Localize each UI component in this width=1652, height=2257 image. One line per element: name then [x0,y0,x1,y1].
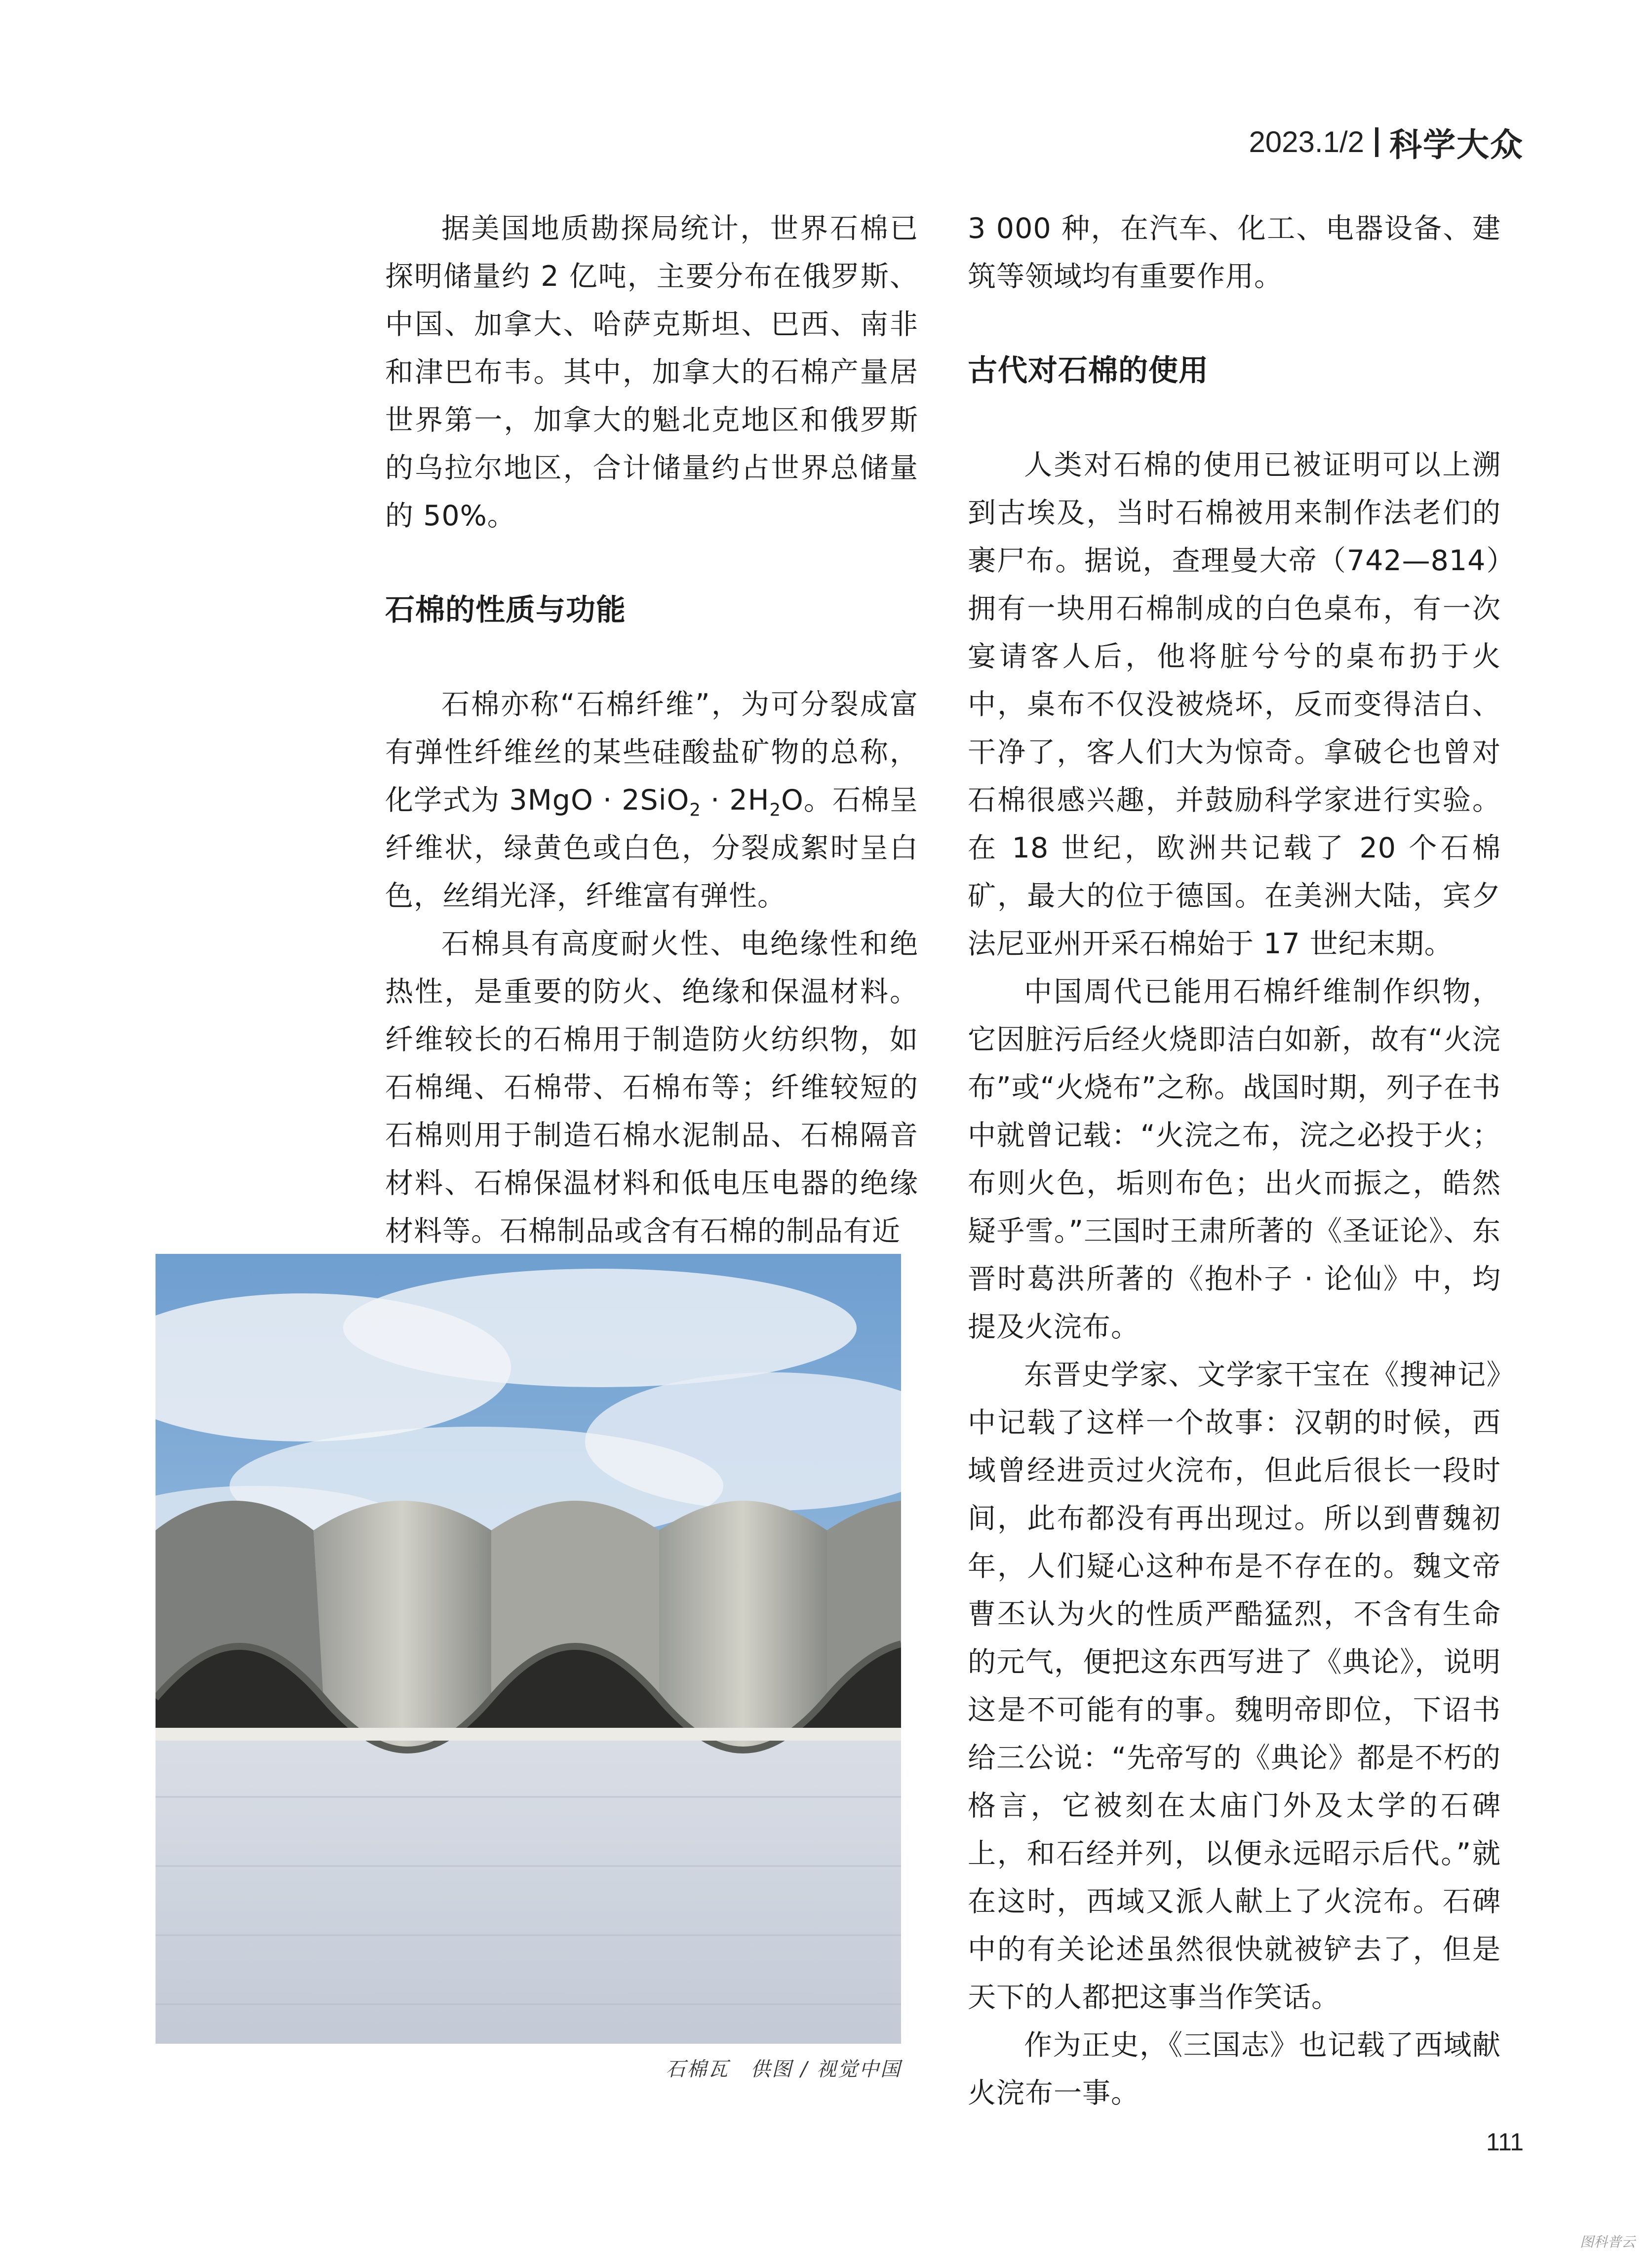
page-number: 111 [1486,2128,1524,2156]
issue-date: 2023.1/2 [1249,125,1364,158]
page-header [1249,118,1524,165]
paragraph-sanguozhi: 作为正史，《三国志》也记载了西域献火浣布一事。 [968,2029,1501,2109]
magazine-logo: 科学大众 [1389,125,1524,164]
photo-caption: 石棉瓦 供图 / 视觉中国 [666,2058,902,2081]
paragraph-definition: 石棉亦称“石棉纤维”，为可分裂成富有弹性纤维丝的某些硅酸盐矿物的总称，化学式为 $3MgO \cdot 2SiO_2 \cdot 2H_2O$。石棉呈纤维状，绿黄色或白色，分裂成絮时呈白色，丝绢光泽，纤维富有弹性。 [385,688,919,912]
paragraph-reserves: 据美国地质勘探局统计，世界石棉已探明储量约 2 亿吨，主要分布在俄罗斯、中国、加拿大、哈萨克斯坦、巴西、南非和津巴布韦。其中，加拿大的石棉产量居世界第一，加拿大的魁北克地区和俄罗斯的乌拉尔地区，合计储量约占世界总储量的 50%。 [385,212,918,532]
left-column [385,205,918,1255]
watermark: 图科普云 [1580,2234,1636,2250]
header-divider [1375,127,1378,157]
paragraph-continued: 3 000 种，在汽车、化工、电器设备、建筑等领域均有重要作用。 [968,212,1501,293]
right-column [968,205,1501,2117]
asbestos-roof-photo [156,1254,901,2044]
paragraph-zhou: 中国周代已能用石棉纤维制作织物，它因脏污后经火烧即洁白如新，故有“火浣布”或“火烧布”之称。战国时期，列子在书中就曾记载：“火浣之布，浣之必投于火；布则火色，垢则布色；出火而振之，皓然疑乎雪。”三国时王肃所著的《圣证论》、东晋时葛洪所著的《抱朴子 · 论仙》中，均提及火浣布。 [968,975,1501,1343]
paragraph-egypt: 人类对石棉的使用已被证明可以上溯到古埃及，当时石棉被用来制作法老们的裹尸布。据说，查理曼大帝（742—814）拥有一块用石棉制成的白色桌布，有一次宴请客人后，他将脏兮兮的桌布扔于火中，桌布不仅没被烧坏，反而变得洁白、干净了，客人们大为惊奇。拿破仑也曾对石棉很感兴趣，并鼓励科学家进行实验。在 18 世纪，欧洲共记载了 20 个石棉矿，最大的位于德国。在美洲大陆，宾夕法尼亚州开采石棉始于 17 世纪末期。 [968,449,1501,960]
paragraph-uses: 石棉具有高度耐火性、电绝缘性和绝热性，是重要的防火、绝缘和保温材料。纤维较长的石棉用于制造防火纺织物，如石棉绳、石棉带、石棉布等；纤维较短的石棉则用于制造石棉水泥制品、石棉隔音材料、石棉保温材料和低电压电器的绝缘材料等。石棉制品或含有石棉的制品有近 [385,928,918,1247]
section-heading-properties: 石棉的性质与功能 [385,593,626,627]
paragraph-soushenji: 东晋史学家、文学家干宝在《搜神记》中记载了这样一个故事：汉朝的时候，西域曾经进贡过火浣布，但此后很长一段时间，此布都没有再出现过。所以到曹魏初年，人们疑心这种布是不存在的。魏文帝曹丕认为火的性质严酷猛烈，不含有生命的元气，便把这东西写进了《典论》，说明这是不可能有的事。魏明帝即位，下诏书给三公说：“先帝写的《典论》都是不朽的格言，它被刻在太庙门外及太学的石碑上，和石经并列，以便永远昭示后代。”就在这时，西域又派人献上了火浣布。石碑中的有关论述虽然很快就被铲去了，但是天下的人都把这事当作笑话。 [968,1359,1501,2014]
section-heading-ancient-use: 古代对石棉的使用 [968,353,1209,388]
